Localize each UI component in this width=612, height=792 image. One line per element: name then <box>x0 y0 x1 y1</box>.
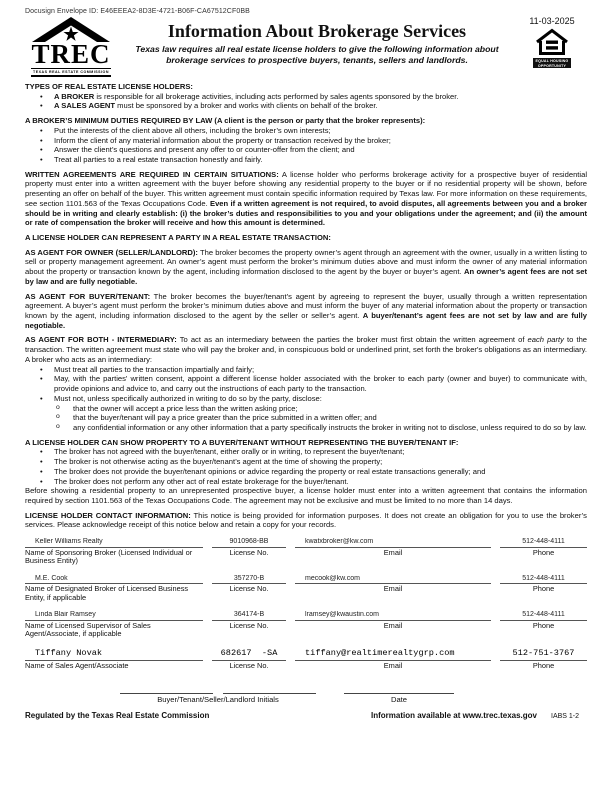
date-line[interactable] <box>344 684 454 694</box>
broker-term: A BROKER <box>54 91 95 101</box>
owner-agent-body: The broker becomes the property owner’s agent through an agreement with the owner, usually in a written listing to sell or property management agreement. An owner’s agent must perform the broker’s minimum duties above and must inform the owner of any material information about the property or transaction known by the agent, including information disclosed to the agent by the buyer or buyer’s agent. <box>25 247 587 277</box>
supervisor-email-cell <box>295 611 491 639</box>
license-label: License No. <box>229 620 269 630</box>
contact-info-body: This notice is being provided for information purposes. It does not create an obligation for you to use the broker’s services. Please acknowledge receipt of this notice below and retain a copy for your records. <box>25 510 587 530</box>
intermediary-paragraph <box>25 335 587 364</box>
intermediary-bullet-list <box>25 365 587 433</box>
duties-bullet-list <box>25 126 587 165</box>
form-title: Information About Brokerage Services <box>167 21 467 41</box>
intermediary-item: • Must not, unless specifically authorized in writing to do so by the party, disclose: <box>25 394 587 404</box>
show-property-heading: A LICENSE HOLDER CAN SHOW PROPERTY TO A BUYER/TENANT WITHOUT REPRESENTING THE BUYER/TENANT IF: <box>25 437 459 447</box>
supervisor-name-cell <box>25 611 203 639</box>
section-written-agreements <box>25 170 587 228</box>
show-property-bullet-list <box>25 447 587 486</box>
sponsoring-broker-license-field[interactable]: 9010968-BB <box>212 538 286 548</box>
supervisor-name-field[interactable]: Linda Blair Ramsey <box>25 611 203 621</box>
duty-item: • Inform the client of any material information about the property or transaction received by the broker; <box>25 136 587 146</box>
docusign-envelope-id: Docusign Envelope ID: E46EEEA2-8D3E-4721-B06F-CA67512CF0BB <box>25 8 250 15</box>
written-agreements-bold-tail: Even if a written agreement is not required, to avoid disputes, all agreements between you and a broker should be in writing and clearly establish: (i) the broker’s duties and responsibilities to you and your obligations under the agreement; and (ii) the amount or rate of compensation the broker will receive and how this amount is determined. <box>25 198 587 228</box>
date-group <box>344 684 454 704</box>
equal-housing-logo <box>517 28 587 68</box>
supervisor-license-field[interactable]: 364174-B <box>212 611 286 621</box>
header-right <box>517 16 587 68</box>
owner-agent-bold-tail: An owner’s agent fees are not set by law and are fully negotiable. <box>25 267 587 286</box>
intermediary-body-post: to the transaction. The written agreement must state who will pay the broker and, in conspicuous bold or underlined print, set forth the broker's obligations as an intermediary. A broker who acts as an intermediary: <box>25 335 588 364</box>
sales-agent-license-cell <box>212 648 286 671</box>
show-property-item: • The broker has not agreed with the buyer/tenant, either orally or in writing, to represent the buyer/tenant; <box>25 447 587 457</box>
intermediary-heading: AS AGENT FOR BOTH - INTERMEDIARY: <box>25 335 177 345</box>
intermediary-sub-item: o any confidential information or any other information that a party specifically instructs the broker in writing not to disclose, unless required to do so by law. <box>25 423 587 433</box>
trec-logo <box>25 16 117 77</box>
section-intermediary <box>25 335 587 432</box>
sales-agent-text: must be sponsored by a broker and works with clients on behalf of the broker. <box>115 101 378 111</box>
sales-agent-phone-field[interactable]: 512-751-3767 <box>500 648 587 661</box>
initials-line-2[interactable] <box>223 684 316 694</box>
types-heading: TYPES OF REAL ESTATE LICENSE HOLDERS: <box>25 81 193 91</box>
section-show-property <box>25 438 587 506</box>
initials-label: Buyer/Tenant/Seller/Landlord Initials <box>157 695 279 705</box>
types-bullet-sales-agent <box>25 101 587 111</box>
intermediary-item: • Must treat all parties to the transaction impartially and fairly; <box>25 365 587 375</box>
email-label: Email <box>383 584 403 594</box>
section-contact-information <box>25 511 587 530</box>
form-subtitle: Texas law requires all real estate license holders to give the following information about brokerage services to prospective buyers, tenants, sellers and landlords. <box>135 43 499 66</box>
designated-broker-phone-cell <box>500 575 587 603</box>
contact-row-sponsoring-broker <box>25 538 587 566</box>
duty-item: • Put the interests of the client above all others, including the broker’s own interests; <box>25 126 587 136</box>
email-label: Email <box>383 620 403 630</box>
contact-info-heading: LICENSE HOLDER CONTACT INFORMATION: <box>25 510 191 520</box>
show-property-after-text: Before showing a residential property to an unrepresented prospective buyer, a license holder must enter into a written agreement that contains the information required by section 1101.563 of the Texas Occupations Code. The agreement may not be exclusive and must be limited to no more than 14 days. <box>25 486 587 505</box>
sponsoring-broker-email-field[interactable]: kwatxbroker@kw.com <box>295 538 491 548</box>
sales-agent-name-cell <box>25 648 203 671</box>
sales-agent-name-field[interactable]: Tiffany Novak <box>25 648 203 661</box>
written-agreements-heading: WRITTEN AGREEMENTS ARE REQUIRED IN CERTAIN SITUATIONS: <box>25 169 279 179</box>
license-label: License No. <box>229 547 269 557</box>
phone-label: Phone <box>532 660 555 670</box>
sponsoring-broker-email-cell <box>295 538 491 566</box>
duty-item: • Treat all parties to a real estate transaction honestly and fairly. <box>25 155 587 165</box>
sales-agent-email-cell <box>295 648 491 671</box>
contact-row-supervisor <box>25 611 587 639</box>
section-minimum-duties <box>25 116 587 165</box>
initials-line-1[interactable] <box>120 684 213 694</box>
owner-agent-heading: AS AGENT FOR OWNER (SELLER/LANDLORD): <box>25 247 198 257</box>
footer-form-code: IABS 1-2 <box>551 713 580 721</box>
acknowledgment-block <box>25 684 587 704</box>
eho-caption-line2: OPPORTUNITY <box>533 63 571 68</box>
footer-regulated-by: Regulated by the Texas Real Estate Commission <box>25 711 210 721</box>
designated-broker-phone-field[interactable]: 512-448-4111 <box>500 575 587 585</box>
initials-lines <box>120 684 316 694</box>
contact-table <box>25 538 587 670</box>
designated-broker-name-cell <box>25 575 203 603</box>
license-label: License No. <box>229 584 269 594</box>
eho-caption-line1: EQUAL HOUSING <box>533 58 571 63</box>
supervisor-email-field[interactable]: lramsey@kwaustin.com <box>295 611 491 621</box>
intermediary-item: • May, with the parties' written consent, appoint a different license holder associated with the broker to each party (owner and buyer) to communicate with, provide opinions and advice to, and carry out the instructions of each party to the transaction. <box>25 374 587 393</box>
duty-item: • Answer the client’s questions and present any offer to or counter-offer from the client; and <box>25 145 587 155</box>
sales-agent-term: A SALES AGENT <box>54 101 116 111</box>
trec-caption: TEXAS REAL ESTATE COMMISSION <box>31 68 111 77</box>
form-footer <box>25 711 587 720</box>
section-agent-for-buyer <box>25 292 587 331</box>
sponsoring-broker-name-field[interactable]: Keller Williams Realty <box>25 538 203 548</box>
contact-row-sales-agent <box>25 648 587 671</box>
sponsoring-broker-phone-field[interactable]: 512-448-4111 <box>500 538 587 548</box>
supervisor-license-cell <box>212 611 286 639</box>
section-agent-for-owner <box>25 248 587 287</box>
sponsoring-broker-name-label: Name of Sponsoring Broker (Licensed Individual or Business Entity) <box>25 547 193 566</box>
sponsoring-broker-phone-cell <box>500 538 587 566</box>
designated-broker-name-field[interactable]: M.E. Cook <box>25 575 203 585</box>
written-agreements-body: A license holder who performs brokerage activity for a prospective buyer of residential property must enter into a written agreement with the buyer before showing any residential property to the buyer or if no residential property will be shown, before presenting an offer on behalf of the buyer. This written agreement must contain specific information required by Texas law. For more information on these requirements, see section 1101.563 of the Texas Occupations Code. <box>25 169 588 208</box>
sales-agent-phone-cell <box>500 648 587 671</box>
title-block <box>117 16 517 67</box>
email-label: Email <box>383 660 403 670</box>
designated-broker-license-field[interactable]: 357270-B <box>212 575 286 585</box>
types-bullet-broker <box>25 92 587 102</box>
phone-label: Phone <box>532 620 555 630</box>
initials-group <box>120 684 316 704</box>
sponsoring-broker-license-cell <box>212 538 286 566</box>
supervisor-name-label: Name of Licensed Supervisor of Sales Agent/Associate, if applicable <box>25 620 151 639</box>
intermediary-sub-item: o that the buyer/tenant will pay a price greater than the price submitted in a written offer; and <box>25 413 587 423</box>
phone-label: Phone <box>532 584 555 594</box>
date-label: Date <box>390 695 408 705</box>
types-bullet-list <box>25 92 587 111</box>
form-header <box>25 16 587 77</box>
buyer-agent-bold-tail: A buyer/tenant’s agent fees are not set by law and are fully negotiable. <box>25 311 587 330</box>
equal-housing-house-icon <box>534 28 570 58</box>
designated-broker-email-field[interactable]: mecook@kw.com <box>295 575 491 585</box>
designated-broker-license-cell <box>212 575 286 603</box>
broker-text: is responsible for all brokerage activities, including acts performed by sales agents sponsored by the broker. <box>94 91 459 101</box>
duties-heading: A BROKER’S MINIMUM DUTIES REQUIRED BY LAW (A client is the person or party that the broker represents): <box>25 116 426 126</box>
intermediary-sub-item: o that the owner will accept a price less than the written asking price; <box>25 404 587 414</box>
trec-acronym: TREC <box>31 39 111 69</box>
represent-party-heading: A LICENSE HOLDER CAN REPRESENT A PARTY IN A REAL ESTATE TRANSACTION: <box>25 233 331 242</box>
intermediary-body-pre: To act as an intermediary between the parties the broker must first obtain the written agreement of <box>176 335 528 345</box>
buyer-agent-heading: AS AGENT FOR BUYER/TENANT: <box>25 291 151 301</box>
intermediary-italic-phrase: each party <box>527 335 564 345</box>
email-label: Email <box>383 547 403 557</box>
sponsoring-broker-name-cell <box>25 538 203 566</box>
designated-broker-email-cell <box>295 575 491 603</box>
section-license-holder-types <box>25 82 587 111</box>
designated-broker-name-label: Name of Designated Broker of Licensed Business Entity, if applicable <box>25 584 189 602</box>
buyer-agent-body: The broker becomes the buyer/tenant’s agent by agreeing to represent the buyer, usually through a written representation agreement. A buyer’s agent must perform the broker’s minimum duties above and must inform the buyer of any material information about the property or transaction known by the agent, including information disclosed to the agent by the seller or seller’s agent. <box>25 291 587 321</box>
show-property-item: • The broker is not otherwise acting as the buyer/tenant’s agent at the time of showing the property; <box>25 457 587 467</box>
supervisor-phone-field[interactable]: 512-448-4111 <box>500 611 587 621</box>
date-stamp: 11-03-2025 <box>529 16 575 26</box>
footer-info-available: Information available at www.trec.texas.gov <box>371 711 537 721</box>
sales-agent-name-label: Name of Sales Agent/Associate <box>25 660 129 670</box>
phone-label: Phone <box>532 547 555 557</box>
show-property-item: • The broker does not provide the buyer/tenant opinions or advice regarding the property or real estate transactions generally; and <box>25 467 587 477</box>
supervisor-phone-cell <box>500 611 587 639</box>
show-property-item: • The broker does not perform any other act of real estate brokerage for the buyer/tenant. <box>25 477 587 487</box>
contact-row-designated-broker <box>25 575 587 603</box>
license-label: License No. <box>229 660 269 670</box>
sales-agent-license-field[interactable]: 682617 -SA <box>212 648 286 661</box>
sales-agent-email-field[interactable]: tiffany@realtimerealtygrp.com <box>295 648 491 661</box>
